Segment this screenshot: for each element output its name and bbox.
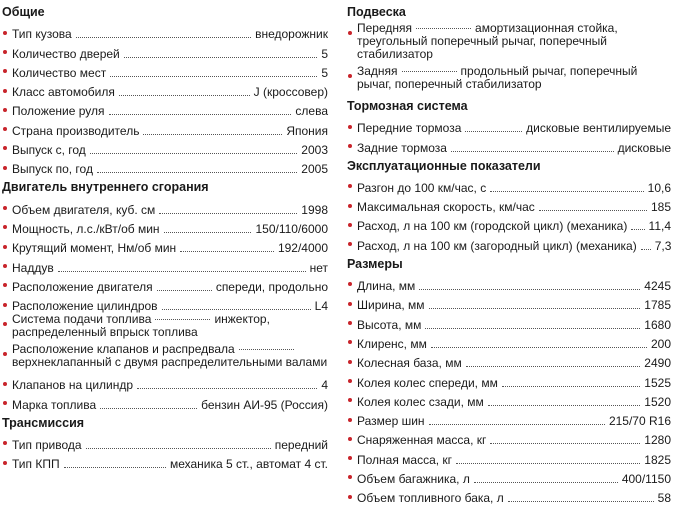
dot-leader: [502, 386, 640, 387]
spec-value: слева: [295, 104, 328, 119]
spec-label: Тип кузова: [12, 27, 72, 42]
dot-leader: [137, 388, 317, 389]
spec-row: [347, 332, 671, 351]
spec-value: Япония: [286, 123, 328, 138]
spec-label: Клиренс, мм: [357, 336, 427, 351]
spec-row: [2, 197, 328, 216]
bullet-icon: [3, 264, 7, 268]
bullet-icon: [3, 108, 7, 112]
section-title: Трансмиссия: [2, 415, 85, 430]
spec-label: Мощность, л.с./кВт/об мин: [12, 221, 160, 236]
dot-leader: [64, 467, 166, 468]
dot-leader: [86, 448, 271, 449]
spec-value: спереди, продольно: [215, 279, 328, 294]
spec-value: 1525: [644, 375, 671, 390]
dot-leader: [143, 134, 282, 135]
spec-value: 1825: [644, 452, 671, 467]
spec-row: [347, 409, 671, 428]
spec-value: 5: [321, 65, 328, 80]
spec-row: [2, 138, 328, 157]
dot-leader: [90, 153, 298, 154]
spec-text: [357, 65, 671, 91]
spec-label: Колея колес сзади, мм: [357, 394, 484, 409]
spec-value: 215/70 R16: [608, 414, 671, 429]
bullet-icon: [3, 245, 7, 249]
spec-text: [357, 22, 671, 61]
spec-row: [347, 195, 671, 214]
dot-leader: [157, 290, 212, 291]
spec-value: 150/110/6000: [255, 221, 328, 236]
bullet-icon: [348, 223, 352, 227]
spec-value: 400/1150: [621, 472, 671, 487]
spec-row: [2, 452, 328, 471]
spec-label: Количество мест: [12, 65, 107, 80]
spec-label: Объем двигателя, куб. см: [12, 202, 156, 217]
bullet-icon: [348, 74, 352, 78]
spec-row: [2, 217, 328, 236]
spec-value: передний: [274, 438, 328, 453]
dot-leader: [239, 349, 294, 350]
dot-leader: [431, 347, 647, 348]
spec-label: Объем багажника, л: [357, 472, 470, 487]
bullet-icon: [348, 144, 352, 148]
spec-text: [12, 343, 328, 369]
bullet-icon: [3, 303, 7, 307]
dot-leader: [539, 210, 647, 211]
spec-label: Количество дверей: [12, 46, 120, 61]
bullet-icon: [348, 321, 352, 325]
spec-label: Расположение клапанов и распредвала: [12, 342, 235, 357]
spec-label: Передние тормоза: [357, 121, 462, 136]
bullet-icon: [3, 89, 7, 93]
spec-value: 200: [650, 336, 671, 351]
spec-value: 4245: [644, 279, 671, 294]
spec-value: верхнеклапанный с двумя распределительными валами: [12, 355, 328, 370]
dot-leader: [465, 131, 522, 132]
bullet-icon: [3, 322, 7, 326]
section-title: Тормозная система: [347, 99, 468, 113]
spec-value: 2003: [301, 143, 328, 158]
spec-row: [347, 428, 671, 447]
spec-label: Длина, мм: [357, 279, 416, 294]
spec-value: бензин АИ-95 (Россия): [201, 397, 328, 412]
dot-leader: [58, 271, 306, 272]
spec-value: 4: [321, 378, 328, 393]
dot-leader: [162, 309, 311, 310]
spec-label: Передняя: [357, 21, 413, 35]
bullet-icon: [348, 282, 352, 286]
left-column: [2, 0, 328, 471]
bullet-icon: [3, 225, 7, 229]
spec-value: L4: [314, 299, 328, 314]
spec-value: 5: [321, 46, 328, 61]
spec-label: Наддув: [12, 260, 54, 275]
spec-label: Колесная база, мм: [357, 356, 462, 371]
spec-value: 1998: [301, 202, 328, 217]
bullet-icon: [348, 379, 352, 383]
spec-value: дисковые вентилируемые: [526, 121, 671, 136]
dot-leader: [110, 76, 317, 77]
spec-label: Задние тормоза: [357, 140, 447, 155]
spec-label: Максимальная скорость, км/час: [357, 200, 535, 215]
spec-label: Ширина, мм: [357, 298, 425, 313]
spec-label: Полная масса, кг: [357, 452, 453, 467]
dot-leader: [474, 482, 618, 483]
bullet-icon: [3, 441, 7, 445]
spec-row: [347, 116, 671, 135]
section-title: Общие: [2, 5, 45, 19]
spec-row: [347, 233, 671, 252]
bullet-icon: [348, 31, 352, 35]
spec-value: 11,4: [648, 219, 671, 234]
right-column: [347, 0, 671, 505]
bullet-icon: [348, 242, 352, 246]
spec-value: нет: [309, 260, 328, 275]
bullet-icon: [348, 204, 352, 208]
dot-leader: [488, 405, 641, 406]
spec-label: Тип КПП: [12, 457, 60, 472]
bullet-icon: [348, 475, 352, 479]
spec-label: Клапанов на цилиндр: [12, 378, 134, 393]
bullet-icon: [3, 69, 7, 73]
dot-leader: [508, 501, 654, 502]
dot-leader: [119, 95, 250, 96]
bullet-icon: [348, 302, 352, 306]
dot-leader: [490, 443, 640, 444]
spec-value: внедорожник: [255, 27, 328, 42]
spec-label: Расположение двигателя: [12, 279, 153, 294]
spec-label: Колея колес спереди, мм: [357, 375, 498, 390]
spec-row: [2, 255, 328, 274]
spec-value: 1680: [644, 317, 671, 332]
spec-value: механика 5 ст., автомат 4 ст.: [169, 457, 328, 472]
spec-label: Расположение цилиндров: [12, 299, 158, 314]
spec-row: [2, 80, 328, 99]
spec-row: [347, 390, 671, 409]
spec-row: [2, 313, 328, 343]
spec-row: [347, 176, 671, 195]
spec-value: J (кроссовер): [253, 85, 328, 100]
section-title: Размеры: [347, 256, 403, 271]
dot-leader: [164, 232, 252, 233]
section-title: Подвеска: [347, 5, 406, 19]
spec-value: 7,3: [654, 238, 672, 253]
section-title: Двигатель внутреннего сгорания: [2, 180, 209, 195]
spec-row: [2, 157, 328, 176]
dot-leader: [100, 408, 197, 409]
dot-leader: [466, 366, 641, 367]
spec-row: [347, 447, 671, 466]
bullet-icon: [3, 206, 7, 210]
bullet-icon: [348, 418, 352, 422]
spec-label: Расход, л на 100 км (городской цикл) (механика): [357, 219, 628, 234]
bullet-icon: [3, 31, 7, 35]
bullet-icon: [348, 495, 352, 499]
bullet-icon: [3, 146, 7, 150]
bullet-icon: [3, 127, 7, 131]
spec-row: [2, 294, 328, 313]
dot-leader: [429, 424, 605, 425]
bullet-icon: [3, 166, 7, 170]
spec-row: [2, 275, 328, 294]
dot-leader: [641, 249, 651, 250]
section-title: Эксплуатационные показатели: [347, 158, 541, 173]
spec-value: дисковые: [617, 140, 671, 155]
spec-value: инжектор, распределенный впрыск топлива: [12, 312, 270, 340]
spec-label: Марка топлива: [12, 397, 97, 412]
spec-value: 10,6: [647, 180, 671, 195]
dot-leader: [490, 191, 643, 192]
dot-leader: [76, 37, 251, 38]
spec-value: 2005: [301, 162, 328, 177]
spec-label: Класс автомобиля: [12, 85, 115, 100]
bullet-icon: [3, 382, 7, 386]
spec-value: 2490: [644, 356, 671, 371]
spec-row: [2, 22, 328, 41]
dot-leader: [124, 57, 318, 58]
bullet-icon: [3, 352, 7, 356]
spec-row: [347, 351, 671, 370]
bullet-icon: [348, 125, 352, 129]
spec-row: [347, 65, 671, 95]
dot-leader: [109, 114, 292, 115]
bullet-icon: [3, 461, 7, 465]
dot-leader: [419, 289, 640, 290]
spec-value: 192/4000: [277, 241, 328, 256]
bullet-icon: [3, 401, 7, 405]
bullet-icon: [348, 437, 352, 441]
bullet-icon: [348, 360, 352, 364]
spec-row: [2, 118, 328, 137]
spec-row: [2, 61, 328, 80]
spec-label: Страна производитель: [12, 123, 140, 138]
dot-leader: [451, 151, 614, 152]
spec-row: [347, 486, 671, 505]
spec-label: Объем топливного бака, л: [357, 491, 504, 506]
spec-row: [2, 433, 328, 452]
spec-text: [12, 313, 328, 339]
spec-label: Расход, л на 100 км (загородный цикл) (механика): [357, 238, 637, 253]
dot-leader: [456, 463, 640, 464]
dot-leader: [631, 229, 644, 230]
spec-label: Выпуск по, год: [12, 162, 93, 177]
spec-row: [347, 312, 671, 331]
spec-label: Высота, мм: [357, 317, 422, 332]
spec-label: Положение руля: [12, 104, 105, 119]
spec-row: [347, 370, 671, 389]
spec-value: 1785: [644, 298, 671, 313]
spec-row: [347, 274, 671, 293]
spec-value: 185: [650, 200, 671, 215]
spec-value: 1520: [644, 394, 671, 409]
spec-label: Размер шин: [357, 414, 425, 429]
dot-leader: [180, 251, 274, 252]
spec-row: [347, 293, 671, 312]
spec-value: 1280: [644, 433, 671, 448]
dot-leader: [159, 213, 297, 214]
spec-row: [2, 41, 328, 60]
spec-row: [347, 22, 671, 65]
spec-row: [2, 236, 328, 255]
bullet-icon: [3, 50, 7, 54]
spec-value: 58: [657, 491, 671, 506]
spec-row: [2, 99, 328, 118]
bullet-icon: [348, 398, 352, 402]
bullet-icon: [348, 340, 352, 344]
bullet-icon: [348, 456, 352, 460]
spec-row: [2, 343, 328, 373]
dot-leader: [97, 172, 297, 173]
spec-label: Система подачи топлива: [12, 312, 152, 327]
spec-row: [347, 214, 671, 233]
bullet-icon: [3, 283, 7, 287]
spec-row: [2, 373, 328, 392]
spec-label: Разгон до 100 км/час, с: [357, 180, 487, 195]
dot-leader: [425, 328, 640, 329]
spec-row: [347, 467, 671, 486]
bullet-icon: [348, 184, 352, 188]
spec-row: [347, 135, 671, 154]
dot-leader: [416, 28, 471, 29]
spec-value: амортизационная стойка, треугольный поперечный рычаг, поперечный стабилизатор: [357, 21, 618, 61]
spec-row: [2, 392, 328, 411]
dot-leader: [155, 319, 210, 320]
dot-leader: [402, 71, 457, 72]
spec-label: Снаряженная масса, кг: [357, 433, 487, 448]
spec-label: Тип привода: [12, 438, 82, 453]
spec-value: продольный рычаг, поперечный рычаг, поперечный стабилизатор: [357, 64, 638, 91]
spec-label: Выпуск с, год: [12, 143, 86, 158]
dot-leader: [429, 308, 641, 309]
spec-label: Задняя: [357, 64, 398, 78]
spec-label: Крутящий момент, Нм/об мин: [12, 241, 177, 256]
